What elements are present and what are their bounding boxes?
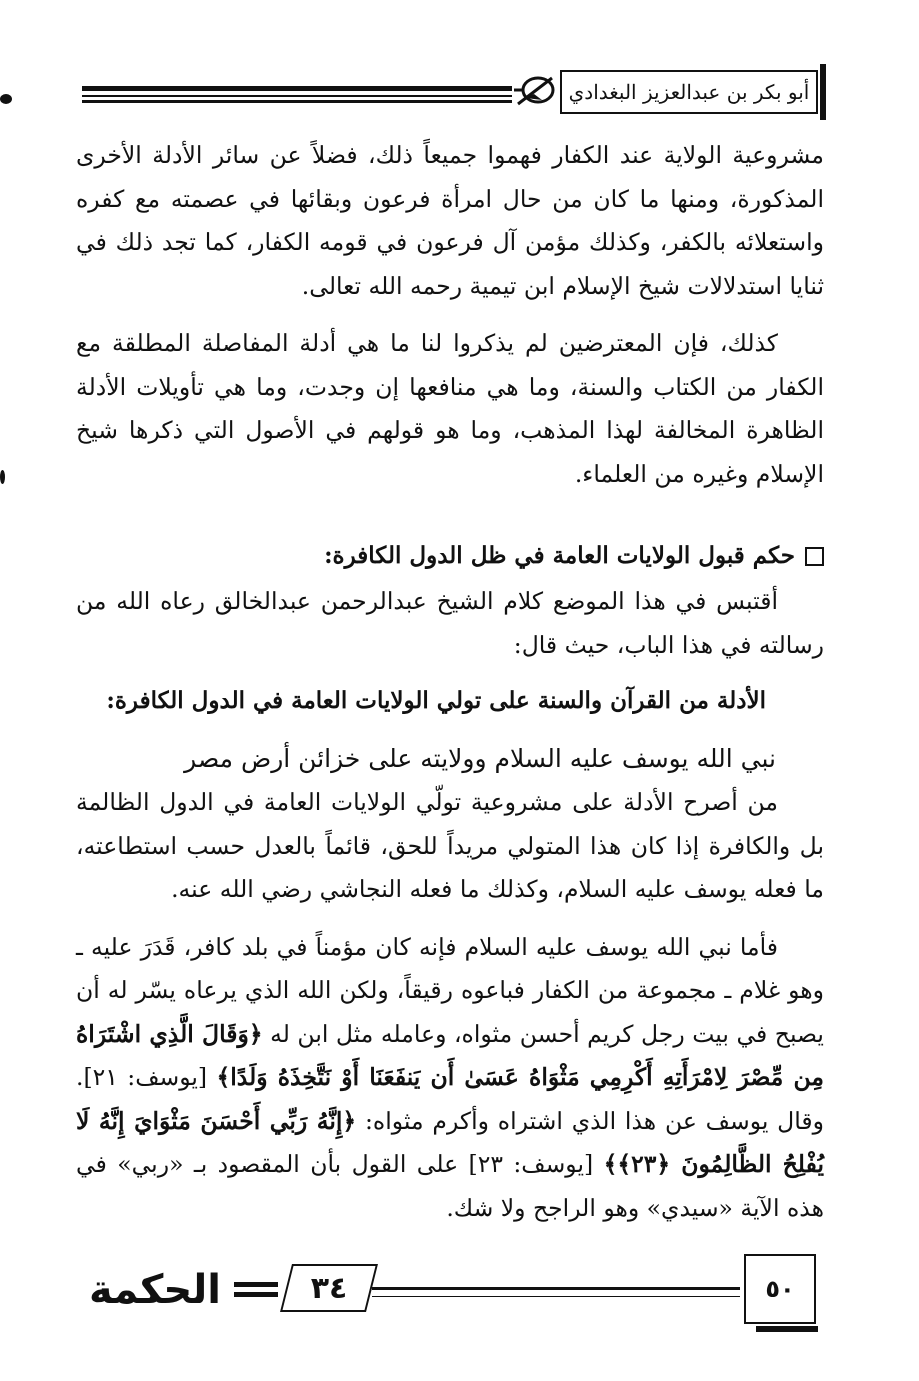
footer-rule bbox=[372, 1296, 740, 1297]
paragraph-text: [يوسف: ٢١]. وقال يوسف عن هذا الذي اشتراه وأكرم مثواه: bbox=[76, 1063, 824, 1135]
footer-rule bbox=[372, 1287, 740, 1290]
paragraph-text: فأما نبي الله يوسف عليه السلام فإنه كان مؤمناً في بلد كافر، قَدَرَ عليه ـ وهو غلام ـ مجموعة من الكفار فباعوه رقيقاً، ولكن الله الذي يرعاه يسّر له أن يصبح في بيت رجل كريم أحسن مثواه، وعامله مثل ابن له bbox=[76, 932, 824, 1048]
paragraph: مشروعية الولاية عند الكفار فهموا جميعاً ذلك، فضلاً عن سائر الأدلة الأخرى المذكورة، ومنها ما كان من حال امرأة فرعون وبقائها في عصمته مع كفره واستعلائه بالكفر، وكذلك مؤمن آل فرعون في قومه الكفار، كما تجد ذلك في ثنايا استدلالات شيخ الإسلام ابن تيمية رحمه الله تعالى. bbox=[76, 141, 824, 300]
subheading: الأدلة من القرآن والسنة على تولي الولايات العامة في الدول الكافرة: bbox=[106, 687, 766, 714]
caption-heading: نبي الله يوسف عليه السلام وولايته على خزائن أرض مصر bbox=[184, 744, 776, 773]
section-heading-text: حكم قبول الولايات العامة في ظل الدول الكافرة: bbox=[324, 542, 795, 569]
page-number: ٥٠ bbox=[744, 1254, 816, 1324]
footer-rule bbox=[234, 1280, 278, 1300]
scan-mark bbox=[0, 470, 5, 484]
square-bullet-icon bbox=[805, 547, 824, 566]
magazine-logo: الحكمة bbox=[89, 1267, 221, 1313]
paragraph-text: [يوسف: ٢٣] على القول بأن المقصود بـ «ربي» في هذه الآية «سيدي» وهو الراجح ولا شك. bbox=[76, 1150, 824, 1222]
author-header: أبو بكر بن عبدالعزيز البغدادي bbox=[560, 70, 818, 114]
paragraph: كذلك، فإن المعترضين لم يذكروا لنا ما هي أدلة المفاصلة المطلقة مع الكفار من الكتاب والسنة، وما هي منافعها إن وجدت، وما هي تأويلات الأدلة الظاهرة المخالفة لهذا المذهب، وما هو قولهم في الأصول التي ذكرها شيخ الإسلام وغيره من العلماء. bbox=[76, 329, 824, 488]
header-rule bbox=[82, 82, 512, 104]
paragraph bbox=[76, 926, 824, 1231]
scan-mark bbox=[0, 94, 12, 104]
quran-verse: ﴿إِنَّهُ رَبِّي أَحْسَنَ مَثْوَايَ إِنَّهُ لَا يُفْلِحُ الظَّالِمُونَ ﴿٢٣﴾﴾ bbox=[76, 1106, 824, 1178]
section-heading bbox=[76, 536, 824, 576]
paragraph: من أصرح الأدلة على مشروعية تولّي الولايات العامة في الدول الظالمة بل والكافرة إذا كان هذا المتولي مريداً للحق، قائماً بالعدل حسب استطاعته، ما فعله يوسف عليه السلام، وكذلك ما فعله النجاشي رضي الله عنه. bbox=[76, 788, 824, 903]
quran-verse: ﴿وَقَالَ الَّذِي اشْتَرَاهُ مِن مِّصْرَ لِامْرَأَتِهِ أَكْرِمِي مَثْوَاهُ عَسَىٰ أَن يَنفَعَنَا أَوْ نَتَّخِذَهُ وَلَدًا﴾ bbox=[76, 1019, 824, 1091]
issue-number: ٣٤ bbox=[310, 1270, 348, 1306]
paragraph: أقتبس في هذا الموضع كلام الشيخ عبدالرحمن عبدالخالق رعاه الله من رسالته في هذا الباب، حيث قال: bbox=[76, 587, 824, 659]
page-body bbox=[76, 134, 824, 1244]
pen-icon bbox=[512, 70, 560, 110]
